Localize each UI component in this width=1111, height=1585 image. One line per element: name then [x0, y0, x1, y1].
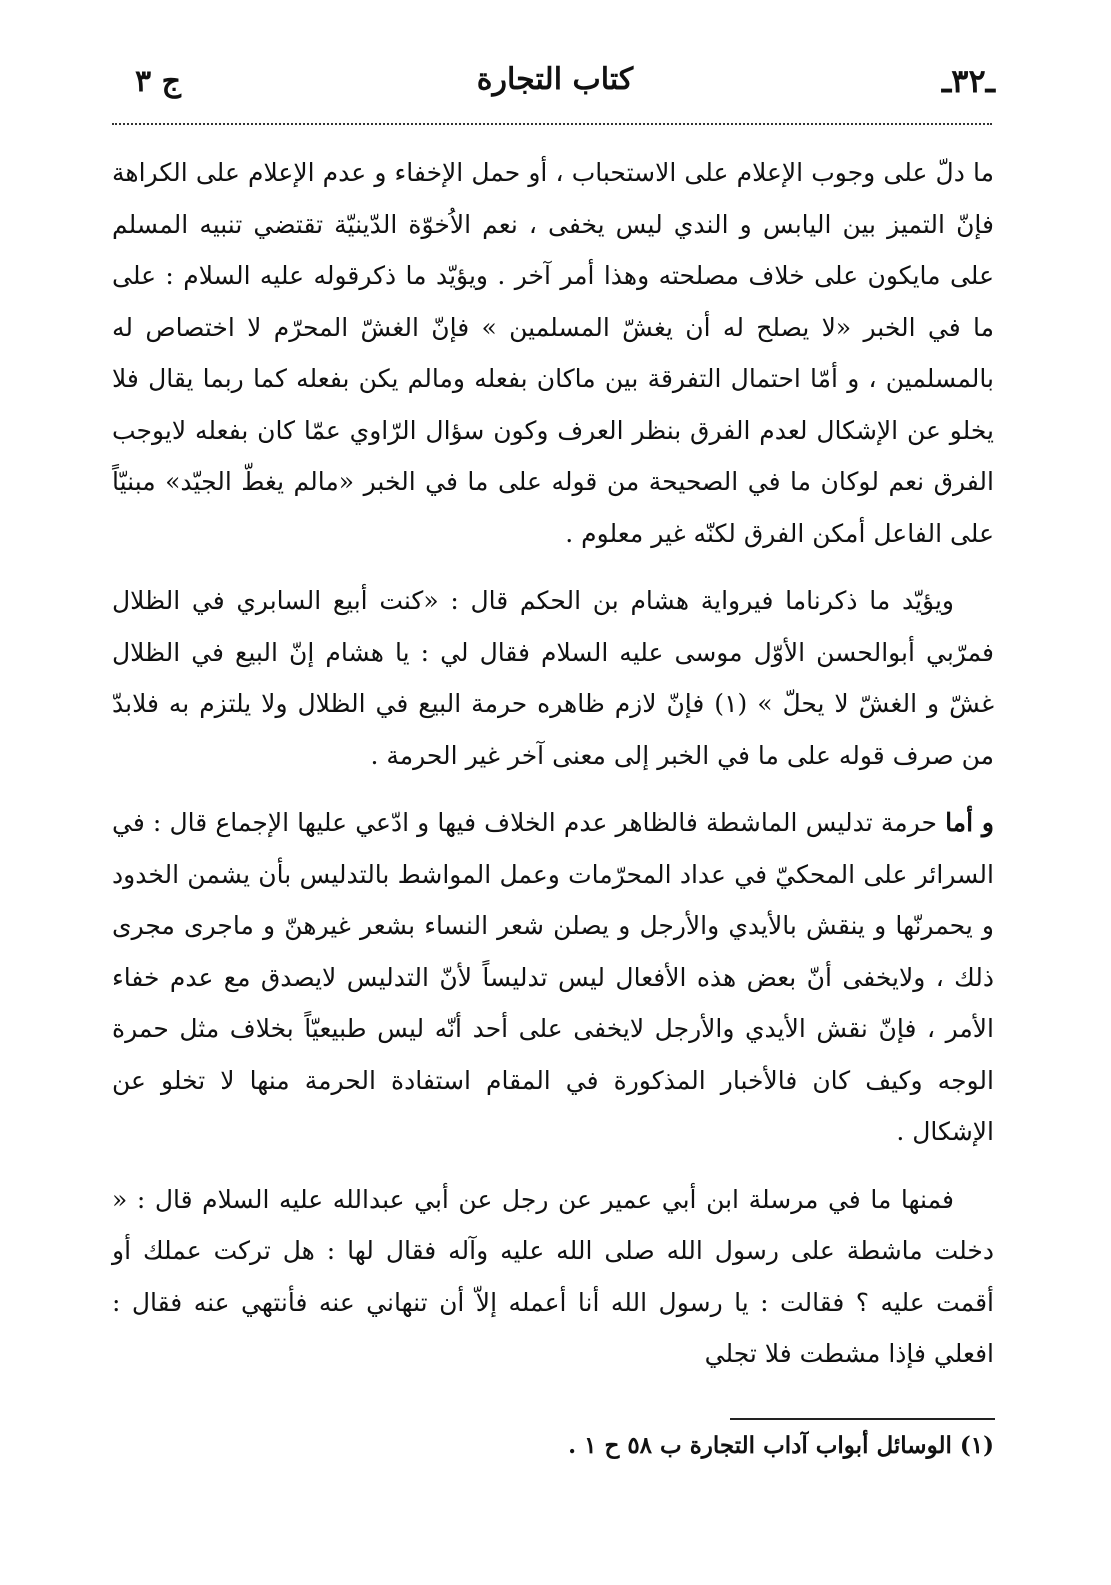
- body-text: [112, 147, 994, 1396]
- paragraph-2-text: ويؤيّد ما ذكرناما فيرواية هشام بن الحكم قال : «كنت أبيع السابري في الظلال فمرّبي أبوالحسن الأوّل موسى عليه السلام فقال لي : يا هشام إنّ البيع في الظلال غشّ و الغشّ لا يحلّ » (١) فإنّ لازم ظاهره حرمة البيع في الظلال ولا يلتزم به فلابدّ من صرف قوله على ما في الخبر إلى معنى آخر غير الحرمة .: [112, 586, 995, 770]
- paragraph-2: [112, 575, 994, 781]
- footnote-divider: [730, 1418, 995, 1420]
- page-number: ـ٣٢ـ: [941, 62, 995, 100]
- page-header: [115, 62, 995, 112]
- volume-label: ج ٣: [135, 64, 181, 99]
- paragraph-3: [112, 797, 994, 1158]
- paragraph-1-text: ما دلّ على وجوب الإعلام على الاستحباب ، أو حمل الإخفاء و عدم الإعلام على الكراهة فإنّ التميز بين اليابس و الندي ليس يخفى ، نعم الاُخوّة الدّينيّة تقتضي تنبيه المسلم على مايكون على خلاف مصلحته وهذا أمر آخر . ويؤيّد ما ذكرقوله عليه السلام : على ما في الخبر «لا يصلح له أن يغشّ المسلمين » فإنّ الغشّ المحرّم لا اختصاص له بالمسلمين ، و أمّا احتمال التفرقة بين ماكان بفعله ومالم يكن بفعله كما ربما يقال فلا يخلو عن الإشكال لعدم الفرق بنظر العرف وكون سؤال الرّاوي عمّا كان بفعله لايوجب الفرق نعم لوكان ما في الصحيحة من قوله على ما في الخبر «مالم يغطّ الجيّد» مبنيّاً على الفاعل أمكن الفرق لكنّه غير معلوم .: [112, 158, 994, 548]
- running-title: كتاب التجارة: [476, 62, 634, 97]
- paragraph-3-text: حرمة تدليس الماشطة فالظاهر عدم الخلاف فيها و ادّعي عليها الإجماع قال : في السرائر على المحكيّ في عداد المحرّمات وعمل المواشط بالتدليس بأن يشمن الخدود و يحمرنّها و ينقش بالأيدي والأرجل و يصلن شعر النساء بشعر غيرهنّ و ماجرى مجرى ذلك ، ولايخفى أنّ بعض هذه الأفعال ليس تدليساً لأنّ التدليس لايصدق مع عدم خفاء الأمر ، فإنّ نقش الأيدي والأرجل لايخفى على أحد أنّه ليس طبيعيّاً بخلاف مثل حمرة الوجه وكيف كان فالأخبار المذكورة في المقام استفادة الحرمة منها لا تخلو عن الإشكال .: [112, 808, 994, 1146]
- paragraph-4: [112, 1174, 994, 1380]
- paragraph-3-lead: و أما: [945, 808, 994, 837]
- header-divider: [112, 123, 992, 125]
- footnote: (١) الوسائل أبواب آداب التجارة ب ٥٨ ح ١ .: [568, 1432, 994, 1459]
- paragraph-4-text: فمنها ما في مرسلة ابن أبي عمير عن رجل عن أبي عبدالله عليه السلام قال : « دخلت ماشطة على رسول الله صلى الله عليه وآله فقال لها : هل تركت عملك أو أقمت عليه ؟ فقالت : يا رسول الله أنا أعمله إلاّ أن تنهاني عنه فأنتهي عنه فقال : افعلي فإذا مشطت فلا تجلي: [112, 1184, 994, 1368]
- paragraph-1: [112, 147, 994, 559]
